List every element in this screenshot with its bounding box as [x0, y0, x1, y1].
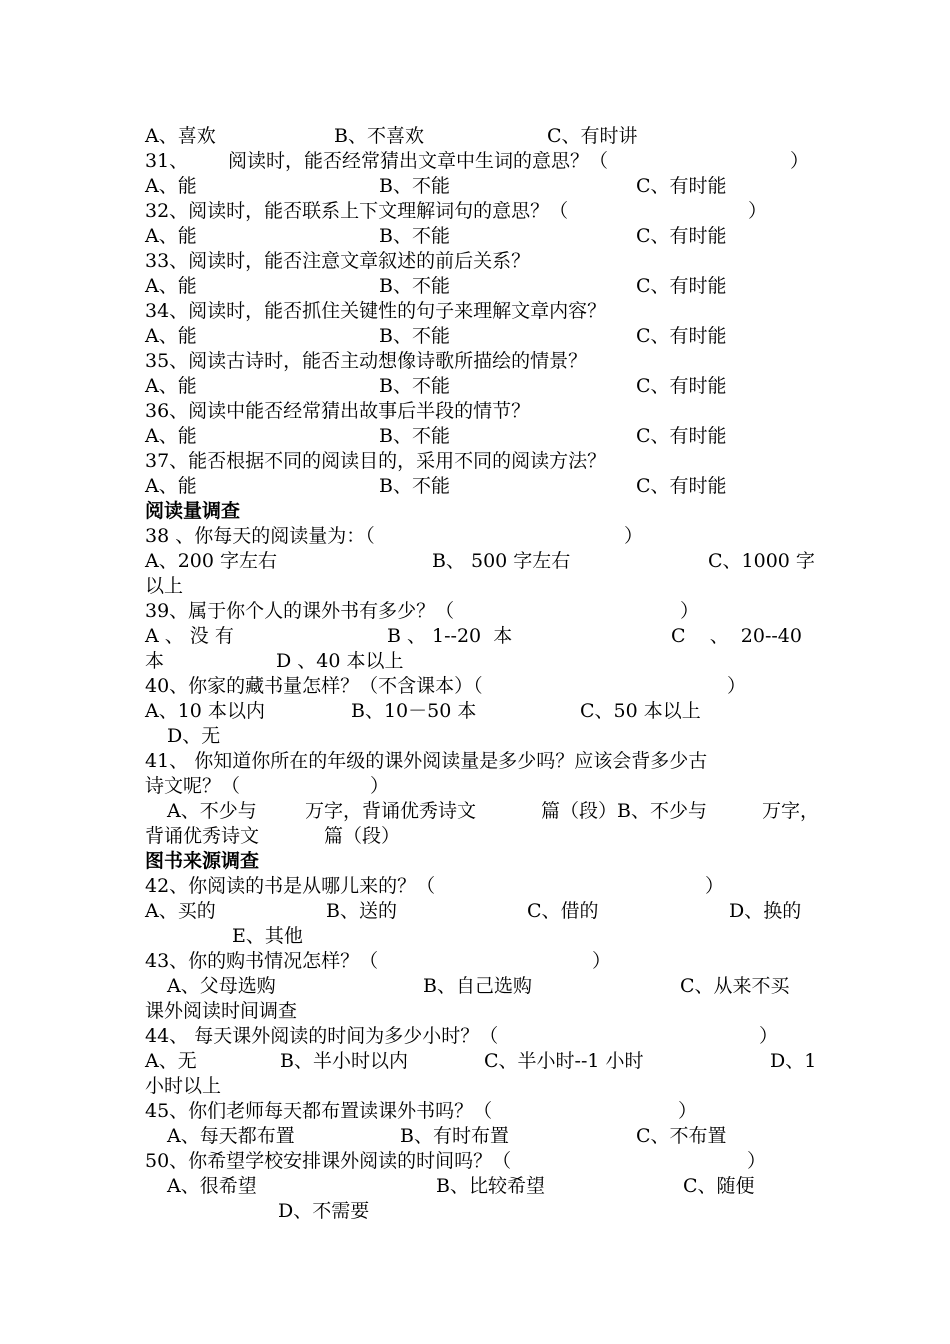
answer-options-50: [145, 1174, 755, 1199]
option-c: C、从来不买: [680, 975, 790, 997]
option-b-part3: 背诵优秀诗文: [145, 825, 260, 847]
option-c: C、有时能: [636, 175, 727, 197]
option-b: B、不能: [379, 175, 450, 197]
option-a: A、买的: [145, 900, 216, 922]
answer-options-38: [145, 549, 815, 574]
option-c: C、借的: [527, 900, 599, 922]
answer-options-42: [145, 899, 802, 924]
question-text: 40、你家的藏书量怎样？（不含课本）（: [145, 675, 483, 697]
option-a: A、能: [145, 175, 197, 197]
option-b: B、不能: [379, 325, 450, 347]
answer-options-44: [145, 1049, 817, 1074]
option-e: E、其他: [232, 925, 303, 947]
answer-options-39-cont: [145, 649, 404, 674]
answer-paren-close: ）: [678, 1100, 698, 1122]
answer-options-31: [145, 174, 727, 199]
option-c: C、有时能: [636, 425, 727, 447]
option-b: B、不能: [379, 425, 450, 447]
question-40: [145, 674, 747, 699]
option-d: D、无: [167, 725, 221, 747]
question-44: [145, 1024, 779, 1049]
option-d: D、1: [770, 1050, 817, 1072]
option-d: D 、40 本以上: [276, 650, 404, 672]
option-c-cont: 以上: [145, 575, 184, 597]
option-b: B、有时布置: [400, 1125, 509, 1147]
option-c: C、有时能: [636, 325, 727, 347]
option-b: B、送的: [326, 900, 397, 922]
answer-options-38-cont: [145, 574, 184, 599]
option-b: B、不能: [379, 275, 450, 297]
question-text: 32、阅读时，能否联系上下文理解词句的意思？（: [145, 200, 569, 222]
answer-options-30: [145, 124, 638, 149]
option-a: A 、 没 有: [145, 625, 234, 647]
option-c: C、有时能: [636, 275, 727, 297]
answer-paren-close: ）: [624, 525, 644, 547]
answer-paren-close: ）: [727, 675, 747, 697]
answer-options-43: [145, 974, 790, 999]
option-b: B、不能: [379, 375, 450, 397]
answer-options-32: [145, 224, 727, 249]
question-43: [145, 949, 612, 974]
question-text: 34、阅读时，能否抓住关键性的句子来理解文章内容？: [145, 300, 607, 322]
question-34: [145, 299, 607, 324]
answer-options-37: [145, 474, 727, 499]
answer-options-45: [145, 1124, 727, 1149]
option-c: C、半小时--1 小时: [484, 1050, 644, 1072]
option-a: A、父母选购: [167, 975, 276, 997]
question-text: 42、你阅读的书是从哪儿来的？（: [145, 875, 436, 897]
section-heading-text: 课外阅读时间调查: [145, 1000, 298, 1022]
answer-options-50-cont: [145, 1199, 370, 1224]
answer-options-40-cont: [145, 724, 221, 749]
option-c: C、1000 字: [708, 550, 815, 572]
option-b: B、不能: [379, 475, 450, 497]
answer-paren-close: ）: [592, 950, 612, 972]
option-a: A、能: [145, 425, 197, 447]
option-a: A、200 字左右: [145, 550, 278, 572]
answer-options-39: [145, 624, 802, 649]
option-b: B、不能: [379, 225, 450, 247]
option-c: C、50 本以上: [580, 700, 701, 722]
option-a: A、能: [145, 225, 197, 247]
question-text: 39、属于你个人的课外书有多少？（: [145, 600, 455, 622]
option-b: B、10－50 本: [351, 700, 477, 722]
option-b-part4: 篇（段）: [324, 825, 401, 847]
question-text: 35、阅读古诗时，能否主动想像诗歌所描绘的情景？: [145, 350, 588, 372]
answer-paren-close: ）: [705, 875, 725, 897]
question-text: 38 、你每天的阅读量为：（: [145, 525, 375, 547]
answer-options-35: [145, 374, 727, 399]
question-32: [145, 199, 768, 224]
question-text: 45、你们老师每天都布置读课外书吗？（: [145, 1100, 493, 1122]
option-c-cont: 本: [145, 650, 165, 672]
answer-paren-close: ）: [759, 1025, 779, 1047]
answer-options-33: [145, 274, 727, 299]
question-33: [145, 249, 531, 274]
question-45: [145, 1099, 698, 1124]
question-text-cont: 诗文呢？（: [145, 775, 241, 797]
question-36: [145, 399, 531, 424]
question-38: [145, 524, 644, 549]
question-31: [145, 149, 810, 174]
option-a: A、能: [145, 275, 197, 297]
option-d-cont: 小时以上: [145, 1075, 222, 1097]
option-b: B 、 1--20 本: [387, 625, 513, 647]
option-b: B、 500 字左右: [432, 550, 571, 572]
option-d: D、换的: [729, 900, 802, 922]
answer-paren-close: ）: [680, 600, 700, 622]
answer-options-36: [145, 424, 727, 449]
section-heading-text: 图书来源调查: [145, 850, 260, 872]
option-a: A、能: [145, 375, 197, 397]
option-b: B、不喜欢: [334, 125, 424, 147]
question-text: 50、你希望学校安排课外阅读的时间吗？（: [145, 1150, 512, 1172]
option-a: A、10 本以内: [145, 700, 265, 722]
answer-paren-close: ）: [747, 1150, 767, 1172]
option-a: A、能: [145, 325, 197, 347]
question-text: 44、 每天课外阅读的时间为多少小时？（: [145, 1025, 499, 1047]
answer-paren-close: ）: [748, 200, 768, 222]
answer-paren-close: ）: [790, 150, 810, 172]
answer-paren-close: ）: [370, 775, 390, 797]
option-d: D、不需要: [278, 1200, 370, 1222]
question-37: [145, 449, 607, 474]
question-41-cont: [145, 774, 390, 799]
section-heading-reading-time: [145, 999, 298, 1024]
question-number: 31、: [145, 150, 189, 172]
answer-options-41: [145, 799, 820, 824]
option-c: C、有时能: [636, 375, 727, 397]
answer-options-41-cont: [145, 824, 401, 849]
question-35: [145, 349, 588, 374]
option-a: A、无: [145, 1050, 197, 1072]
option-c: C、有时讲: [547, 125, 638, 147]
section-heading-book-source: [145, 849, 260, 874]
option-a: A、能: [145, 475, 197, 497]
question-39: [145, 599, 700, 624]
option-c: C 、 20--40: [671, 625, 802, 647]
option-b-part2: 万字，: [762, 800, 820, 822]
option-a: A、喜欢: [145, 125, 216, 147]
question-text: 33、阅读时，能否注意文章叙述的前后关系？: [145, 250, 531, 272]
option-c: C、有时能: [636, 475, 727, 497]
option-a: A、每天都布置: [167, 1125, 295, 1147]
option-c: C、不布置: [636, 1125, 727, 1147]
section-heading-text: 阅读量调查: [145, 500, 241, 522]
option-a-part2: 万字，背诵优秀诗文: [305, 800, 477, 822]
option-a-part1: A、不少与: [167, 800, 257, 822]
option-c: C、有时能: [636, 225, 727, 247]
question-41: [145, 749, 708, 774]
question-text: 43、你的购书情况怎样？（: [145, 950, 379, 972]
question-text: 41、 你知道你所在的年级的课外阅读量是多少吗？应该会背多少古: [145, 750, 708, 772]
option-b: B、半小时以内: [280, 1050, 408, 1072]
option-b: B、自己选购: [423, 975, 532, 997]
answer-options-40: [145, 699, 701, 724]
section-heading-reading-amount: [145, 499, 241, 524]
question-text: 阅读时，能否经常猜出文章中生词的意思？（: [228, 150, 609, 172]
answer-options-42-cont: [145, 924, 303, 949]
option-b-part1: 篇（段）B、不少与: [541, 800, 707, 822]
answer-options-44-cont: [145, 1074, 222, 1099]
question-text: 36、阅读中能否经常猜出故事后半段的情节？: [145, 400, 531, 422]
option-a: A、很希望: [167, 1175, 257, 1197]
answer-options-34: [145, 324, 727, 349]
question-50: [145, 1149, 767, 1174]
question-42: [145, 874, 725, 899]
option-c: C、随便: [683, 1175, 755, 1197]
option-b: B、比较希望: [436, 1175, 545, 1197]
question-text: 37、能否根据不同的阅读目的，采用不同的阅读方法？: [145, 450, 607, 472]
